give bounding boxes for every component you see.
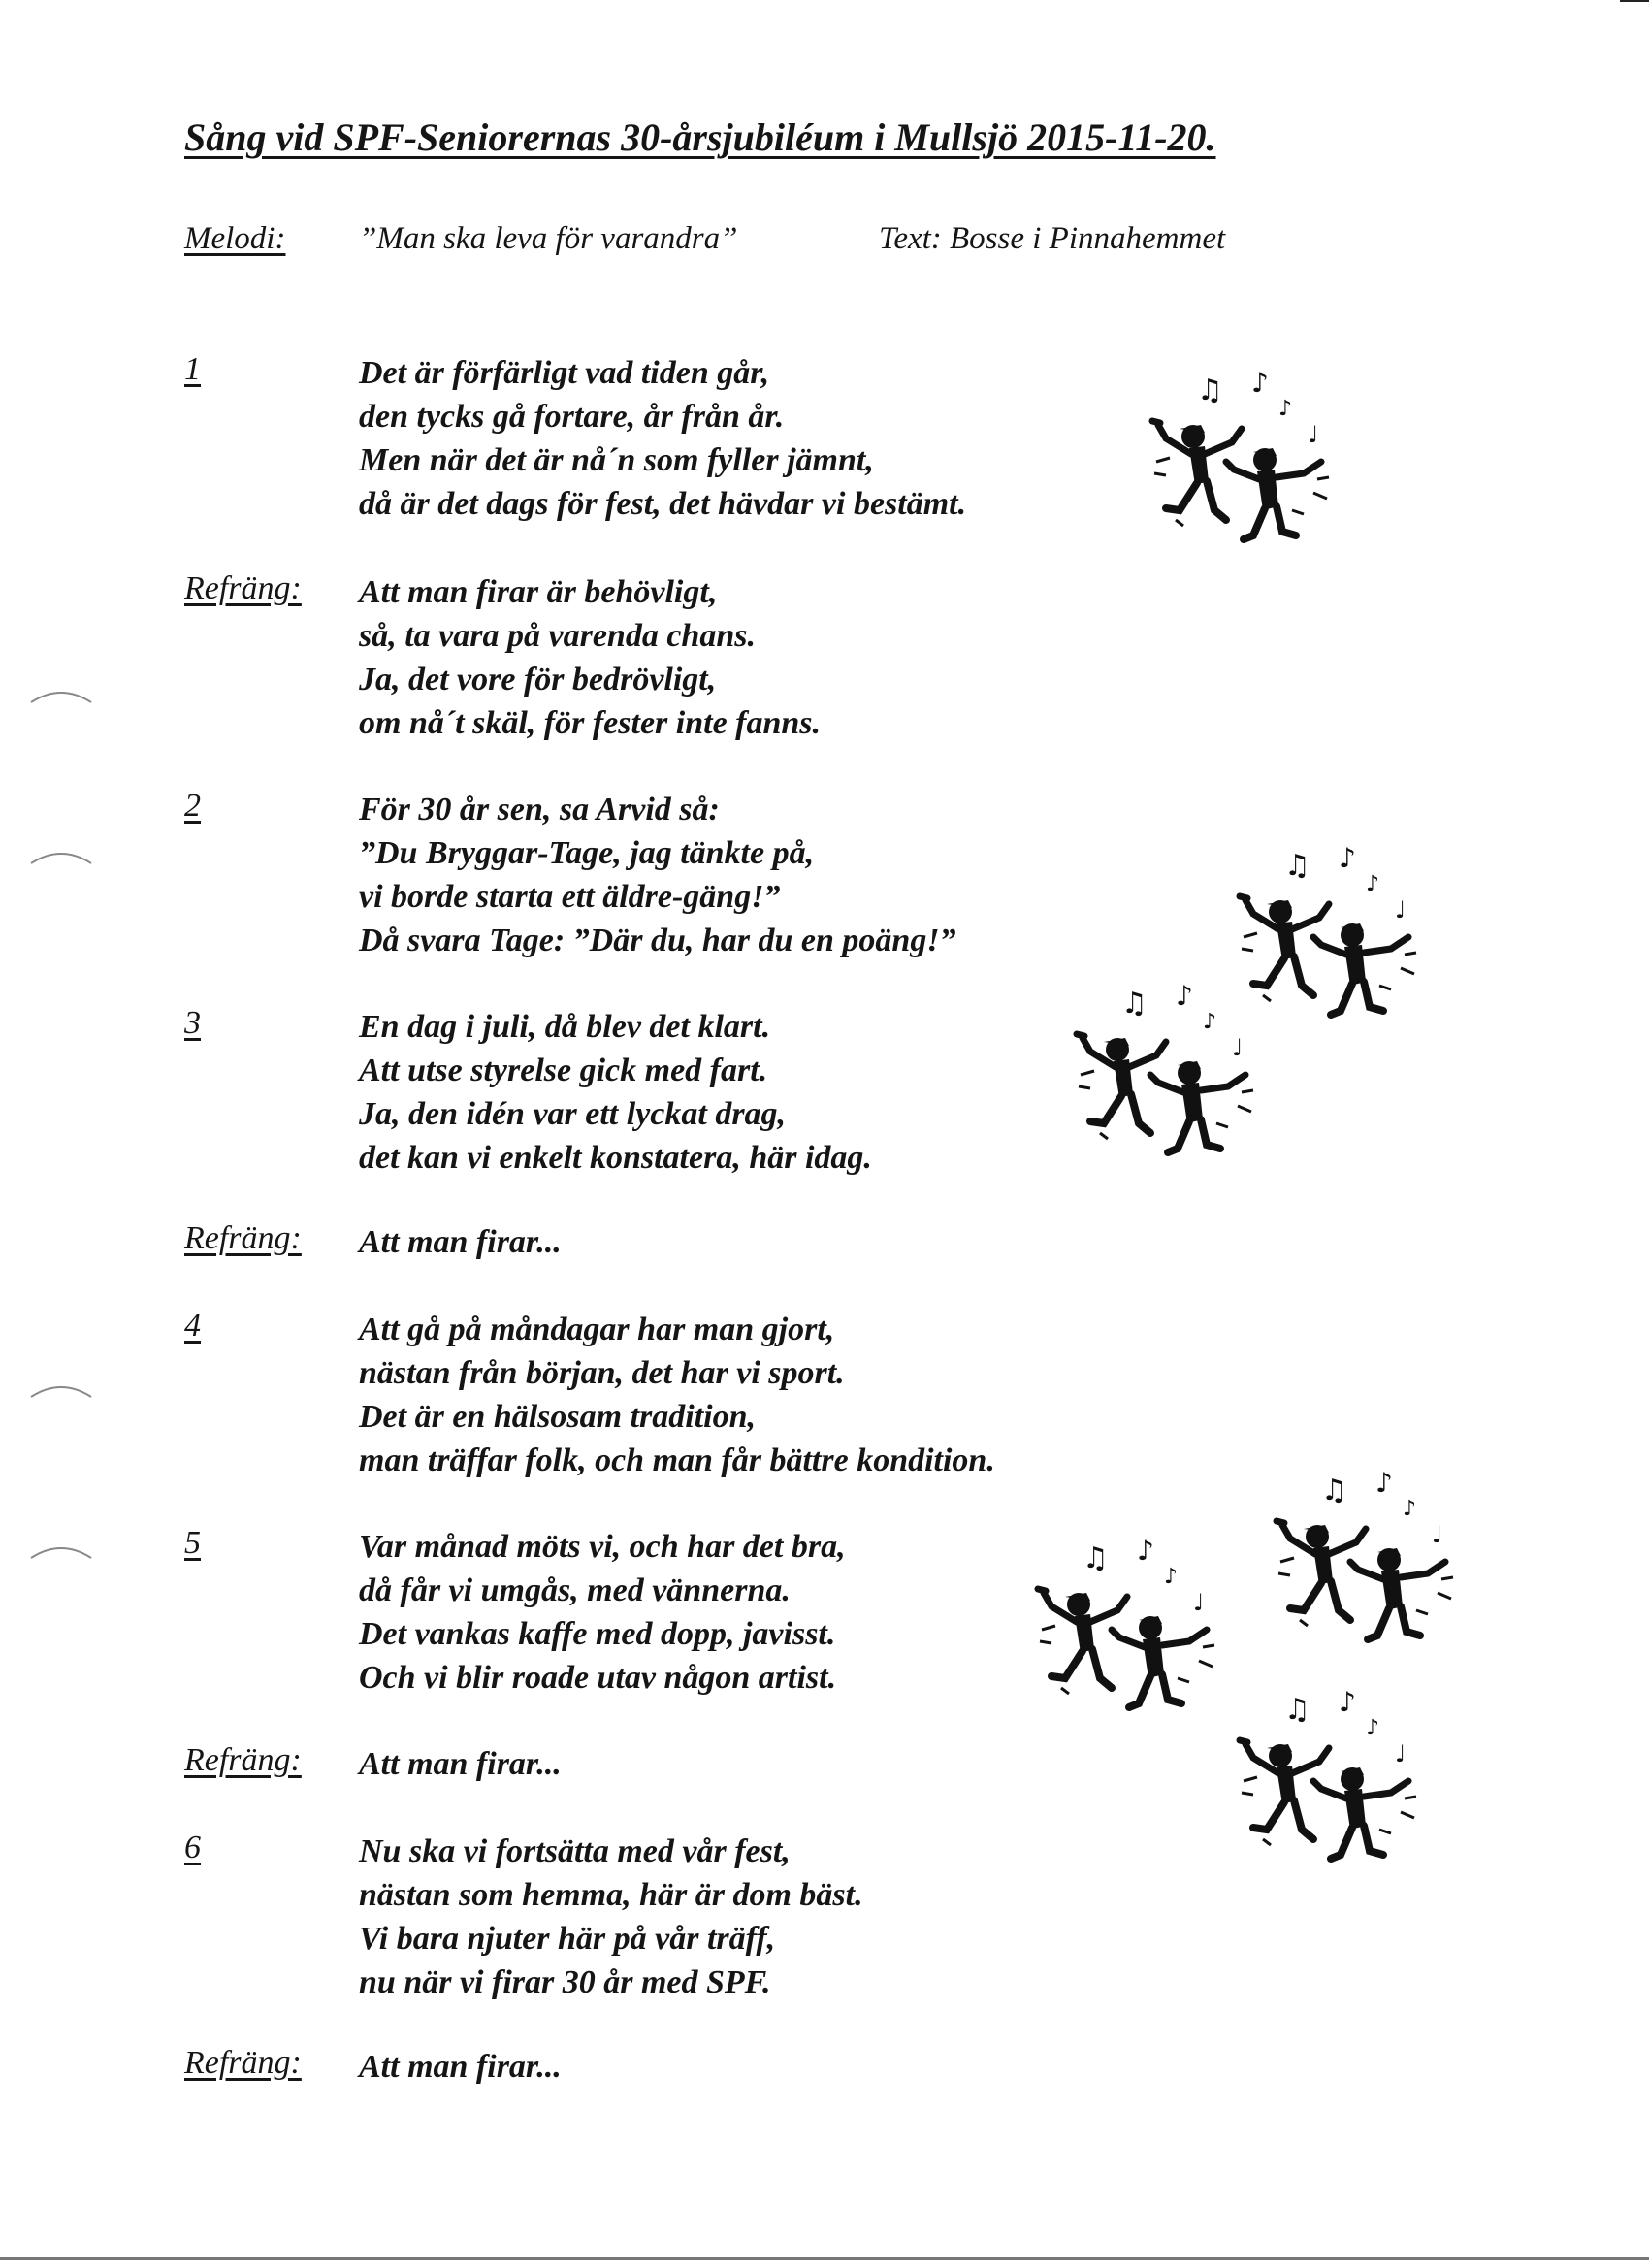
dancing-figures-clipart [1261, 1465, 1471, 1669]
verse-line: Att utse styrelse gick med fart. [359, 1053, 768, 1088]
verse-number: 5 [184, 1525, 201, 1561]
text-author: Text: Bosse i Pinnahemmet [879, 221, 1226, 256]
refrain-label: Refräng: [184, 1220, 302, 1256]
verse-line: den tycks gå fortare, år från år. [359, 399, 785, 435]
verse-line: Nu ska vi fortsätta med vår fest, [359, 1833, 791, 1869]
melody-name: ”Man ska leva för varandra” [359, 221, 738, 256]
refrain-line: om nå´t skäl, för fester inte fanns. [359, 705, 822, 741]
binder-hole-mark [27, 846, 95, 865]
binder-hole-mark [27, 1540, 95, 1560]
verse-line: Och vi blir roade utav någon artist. [359, 1660, 837, 1696]
refrain-line: Att man firar är behövligt, [359, 574, 718, 610]
verse-line: nästan från början, det har vi sport. [359, 1355, 845, 1391]
scan-bottom-edge [0, 2257, 1649, 2260]
verse-line: nästan som hemma, här är dom bäst. [359, 1877, 863, 1913]
binder-hole-mark [27, 685, 95, 704]
verse-line: då får vi umgås, med vännerna. [359, 1572, 791, 1608]
melody-label: Melodi: [184, 221, 286, 256]
refrain-label: Refräng: [184, 570, 302, 606]
verse-line: Vi bara njuter här på vår träff, [359, 1921, 776, 1957]
verse-line: det kan vi enkelt konstatera, här idag. [359, 1140, 872, 1176]
verse-line: Det vankas kaffe med dopp, javisst. [359, 1616, 836, 1652]
verse-line: man träffar folk, och man får bättre kondition. [359, 1442, 995, 1478]
song-title: Sång vid SPF-Seniorernas 30-årsjubiléum i Mullsjö 2015-11-20. [184, 115, 1216, 159]
binder-hole-mark [27, 1379, 95, 1399]
refrain-label: Refräng: [184, 2045, 302, 2081]
verse-number: 4 [184, 1308, 201, 1344]
refrain-label: Refräng: [184, 1742, 302, 1778]
dancing-figures-clipart [1137, 365, 1346, 568]
verse-line: Ja, den idén var ett lyckat drag, [359, 1096, 787, 1132]
verse-line: Det är förfärligt vad tiden går, [359, 355, 770, 391]
verse-number: 1 [184, 351, 201, 387]
refrain-line: Ja, det vore för bedrövligt, [359, 662, 717, 697]
refrain-line: Att man firar... [359, 2049, 562, 2085]
verse-line: Då svara Tage: ”Där du, har du en poäng!” [359, 923, 956, 958]
dancing-figures-clipart [1224, 1684, 1434, 1888]
verse-number: 3 [184, 1005, 201, 1041]
verse-line: vi borde starta ett äldre-gäng!” [359, 879, 781, 915]
verse-line: då är det dags för fest, det hävdar vi bestämt. [359, 486, 967, 522]
verse-line: En dag i juli, då blev det klart. [359, 1009, 771, 1045]
verse-line: För 30 år sen, sa Arvid så: [359, 792, 720, 827]
verse-line: Var månad möts vi, och har det bra, [359, 1529, 846, 1565]
scan-edge-mark [1620, 0, 1649, 2]
verse-line: nu när vi firar 30 år med SPF. [359, 1964, 771, 2000]
verse-line: Men när det är nå´n som fyller jämnt, [359, 442, 874, 478]
verse-line: ”Du Bryggar-Tage, jag tänkte på, [359, 835, 815, 871]
dancing-figures-clipart [1061, 978, 1271, 1182]
verse-number: 2 [184, 788, 201, 824]
verse-line: Att gå på måndagar har man gjort, [359, 1312, 835, 1347]
dancing-figures-clipart [1022, 1533, 1232, 1736]
refrain-line: Att man firar... [359, 1746, 562, 1782]
verse-line: Det är en hälsosam tradition, [359, 1399, 757, 1435]
verse-number: 6 [184, 1830, 201, 1865]
refrain-line: Att man firar... [359, 1224, 562, 1260]
refrain-line: så, ta vara på varenda chans. [359, 618, 756, 654]
